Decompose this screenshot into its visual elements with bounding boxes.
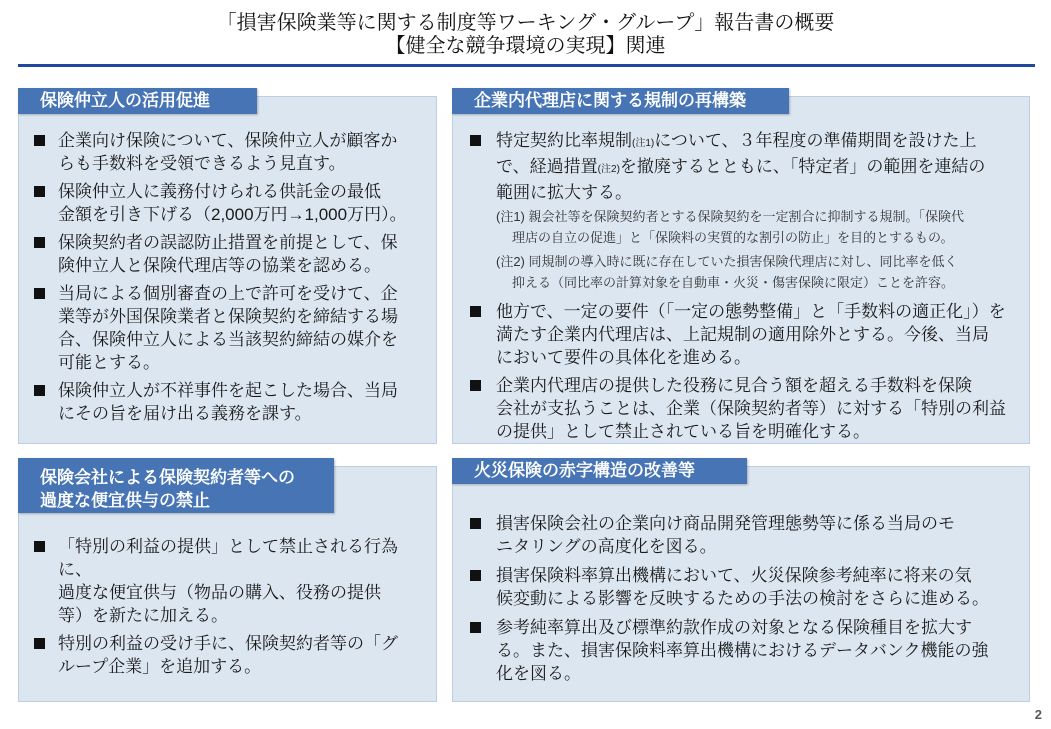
bullet-item (470, 564, 1023, 610)
bullet-line: 参考純率算出及び標準約款作成の対象となる保険種目を拡大す (496, 618, 972, 637)
panel-fire (452, 466, 1030, 702)
bullet-item (34, 180, 430, 226)
footnote-line: 抑える（同比率の計算対象を自動車・火災・傷害保険に限定）ことを許容。 (512, 275, 955, 290)
bullet-square-icon (34, 288, 45, 299)
panel-heading-agency: 企業内代理店に関する規制の再構築 (452, 88, 789, 114)
bullet-item (34, 282, 430, 374)
bullet-item (34, 129, 430, 175)
bullet-line: 保険仲立人に義務付けられる供託金の最低 (58, 182, 381, 201)
bullet-line: 合、保険仲立人による当該契約締結の媒介を (58, 330, 398, 349)
bullet-line: 損害保険会社の企業向け商品開発管理態勢等に係る当局のモ (496, 514, 955, 533)
bullet-list (470, 129, 1023, 443)
bullet-square-icon (470, 518, 481, 529)
bullet-line: 化を図る。 (496, 664, 581, 683)
bullet-item (470, 129, 1023, 204)
bullet-line: において要件の具体化を進める。 (496, 348, 751, 367)
line-text: を撤廃するとともに、「特定者」の範囲を連結の (619, 157, 986, 176)
bullet-square-icon (34, 135, 45, 146)
bullet-square-icon (34, 638, 45, 649)
bullet-square-icon (34, 541, 45, 552)
bullet-line: 範囲に拡大する。 (496, 183, 632, 202)
bullet-line: 等）を新たに加える。 (58, 606, 228, 625)
bullet-line: 険仲立人と保険代理店等の協業を認める。 (58, 256, 381, 275)
bullet-line: 保険仲立人が不祥事件を起こした場合、当局 (58, 381, 398, 400)
title-line-1: 「損害保険業等に関する制度等ワーキング・グループ」報告書の概要 (216, 12, 835, 34)
slide-title (0, 12, 1051, 58)
panel-broker (18, 96, 437, 444)
bullet-line: る。また、損害保険料率算出機構におけるデータバンク機能の強 (496, 641, 989, 660)
bullet-line: らも手数料を受領できるよう見直す。 (58, 154, 346, 173)
bullet-line: 「特別の利益の提供」として禁止される行為に、 (58, 537, 398, 579)
bullet-line: 金額を引き下げる（2,000万円→1,000万円）。 (58, 205, 407, 224)
heading-line: 過度な便宜供与の禁止 (40, 491, 210, 510)
panel-heading-fire: 火災保険の赤字構造の改善等 (452, 458, 747, 484)
bullet-line: 企業向け保険について、保険仲立人が顧客か (58, 131, 398, 150)
bullet-item (470, 616, 1023, 685)
panel-heading-broker: 保険仲立人の活用促進 (18, 88, 257, 114)
bullet-item (34, 535, 430, 627)
title-line-2: 【健全な競争環境の実現】関連 (385, 35, 666, 57)
bullet-list (34, 535, 430, 678)
bullet-item (470, 512, 1023, 558)
bullet-line: 当局による個別審査の上で許可を受けて、企 (58, 284, 398, 303)
panel-agency (452, 96, 1030, 444)
bullet-line: 保険契約者の誤認防止措置を前提として、保 (58, 233, 398, 252)
bullet-line: 可能とする。 (58, 353, 160, 372)
footnote-line: 理店の自立の促進」と「保険料の実質的な割引の防止」を目的とするもの。 (512, 230, 954, 245)
bullet-square-icon (470, 570, 481, 581)
line-text: 特定契約比率規制 (496, 131, 632, 150)
heading-line: 保険会社による保険契約者等への (40, 468, 295, 487)
bullet-line: 過度な便宜供与（物品の購入、役務の提供 (58, 583, 381, 602)
footnote-2 (470, 251, 1023, 293)
bullet-square-icon (34, 237, 45, 248)
bullet-item (34, 379, 430, 425)
bullet-list (470, 512, 1023, 685)
bullet-line: 損害保険料率算出機構において、火災保険参考純率に将来の気 (496, 566, 972, 585)
bullet-square-icon (470, 622, 481, 633)
footnote-line: (注2) 同規制の導入時に既に存在していた損害保険代理店に対し、同比率を低く (496, 254, 958, 269)
bullet-line: 候変動による影響を反映するための手法の検討をさらに進める。 (496, 589, 989, 608)
bullet-line: 企業内代理店の提供した役務に見合う額を超える手数料を保険 (496, 376, 972, 395)
bullet-line: 特別の利益の受け手に、保険契約者等の「グ (58, 634, 398, 653)
panel-heading-benefit (18, 458, 334, 513)
bullet-line: 会社が支払うことは、企業（保険契約者等）に対する「特別の利益 (496, 399, 1006, 418)
bullet-line (496, 129, 1023, 155)
footnote-ref: (注2) (597, 164, 620, 175)
bullet-item (470, 300, 1023, 369)
bullet-square-icon (470, 135, 481, 146)
bullet-line: ループ企業」を追加する。 (58, 657, 262, 676)
bullet-line: ニタリングの高度化を図る。 (496, 537, 717, 556)
bullet-item (34, 231, 430, 277)
bullet-square-icon (470, 380, 481, 391)
bullet-item (470, 374, 1023, 443)
bullet-list (34, 129, 430, 425)
footnote-line: (注1) 親会社等を保険契約者とする保険契約を一定割合に抑制する規制。「保険代 (496, 209, 965, 224)
bullet-line: の提供」として禁止されている旨を明確化する。 (496, 422, 870, 441)
bullet-square-icon (34, 186, 45, 197)
title-divider (18, 64, 1035, 67)
bullet-line (496, 155, 1023, 181)
page-number: 2 (1034, 707, 1042, 722)
bullet-line: 満たす企業内代理店は、上記規制の適用除外とする。今後、当局 (496, 325, 989, 344)
bullet-line: 業等が外国保険業者と保険契約を締結する場 (58, 307, 398, 326)
bullet-item (34, 632, 430, 678)
bullet-square-icon (470, 306, 481, 317)
bullet-square-icon (34, 385, 45, 396)
footnote-1 (470, 206, 1023, 248)
line-text: について、３年程度の準備期間を設けた上 (654, 131, 977, 150)
line-text: で、経過措置 (496, 157, 598, 176)
footnote-ref: (注1) (632, 138, 655, 149)
bullet-line: にその旨を届け出る義務を課す。 (58, 404, 312, 423)
bullet-line: 他方で、一定の要件（「一定の態勢整備」と「手数料の適正化」）を (496, 302, 1006, 321)
